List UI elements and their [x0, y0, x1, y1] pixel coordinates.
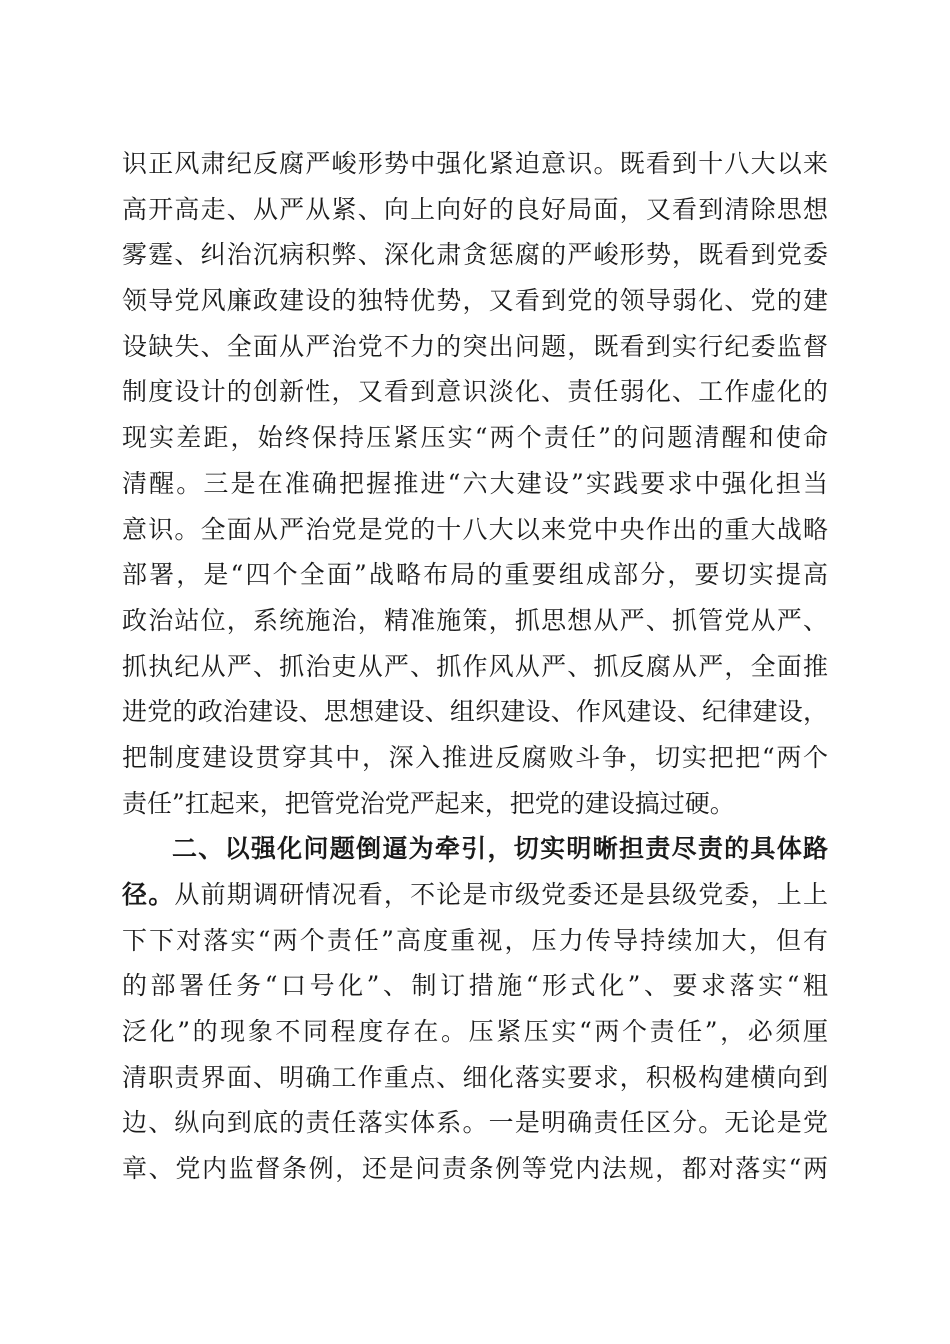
section-heading: 二、以强化问题倒逼为牵引，切实明晰担责尽责的具体路	[172, 834, 828, 864]
text-line: 意识。全面从严治党是党的十八大以来党中央作出的重大战略	[122, 514, 828, 544]
text-line: 雾霆、纠治沉病积弊、深化肃贪惩腐的严峻形势，既看到党委	[122, 240, 828, 270]
text-line: 现实差距，始终保持压紧压实“两个责任”的问题清醒和使命	[122, 423, 828, 453]
text-line: 清职责界面、明确工作重点、细化落实要求，积极构建横向到	[122, 1062, 828, 1092]
paragraph-end-line: 责任”扛起来，把管党治党严起来，把党的建设搞过硬。	[122, 788, 735, 818]
text-line: 制度设计的创新性，又看到意识淡化、责任弱化、工作虚化的	[122, 377, 828, 407]
section-heading-continuation	[122, 872, 828, 918]
body-text	[122, 141, 828, 1192]
text-line: 的部署任务“口号化”、制订措施“形式化”、要求落实“粗	[122, 971, 828, 1001]
paragraph-start: 从前期调研情况看，不论是市级党委还是县级党委，上上	[174, 880, 828, 909]
text-line: 高开高走、从严从紧、向上向好的良好局面，又看到清除思想	[122, 194, 828, 224]
text-line: 泛化”的现象不同程度存在。压紧压实“两个责任”，必须厘	[122, 1017, 828, 1047]
text-line: 下下对落实“两个责任”高度重视，压力传导持续加大，但有	[122, 925, 828, 955]
text-line: 抓执纪从严、抓治吏从严、抓作风从严、抓反腐从严，全面推	[122, 651, 828, 681]
text-line: 识正风肃纪反腐严峻形势中强化紧迫意识。既看到十八大以来	[122, 149, 828, 178]
text-line: 边、纵向到底的责任落实体系。一是明确责任区分。无论是党	[122, 1108, 828, 1138]
text-line: 部署，是“四个全面”战略布局的重要组成部分，要切实提高	[122, 560, 828, 590]
text-line: 领导党风廉政建设的独特优势，又看到党的领导弱化、党的建	[122, 286, 828, 316]
text-line: 政治站位，系统施治，精准施策，抓思想从严、抓管党从严、	[122, 605, 828, 635]
text-line: 进党的政治建设、思想建设、组织建设、作风建设、纪律建设，	[122, 697, 828, 727]
text-line: 设缺失、全面从严治党不力的突出问题，既看到实行纪委监督	[122, 331, 828, 361]
text-line: 清醒。三是在准确把握推进“六大建设”实践要求中强化担当	[122, 468, 828, 498]
text-line: 章、党内监督条例，还是问责条例等党内法规，都对落实“两	[122, 1154, 828, 1184]
heading-tail: 径。	[122, 880, 175, 909]
text-line: 把制度建设贯穿其中，深入推进反腐败斗争，切实把把“两个	[122, 742, 828, 772]
